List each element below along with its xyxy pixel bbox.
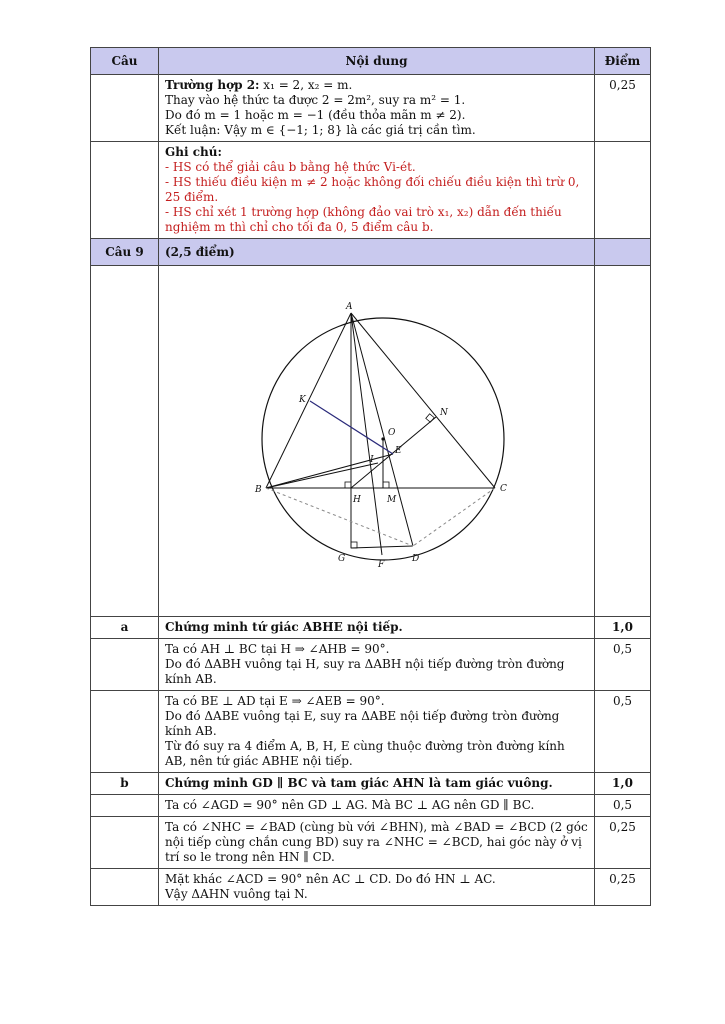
- case2-line-3: Kết luận: Vậy m ∈ {−1; 1; 8} là các giá trị cần tìm.: [165, 123, 476, 137]
- part-b-step-2-score: 0,25: [595, 817, 651, 869]
- part-b-title: Chứng minh GD ∥ BC và tam giác AHN là tam giác vuông.: [159, 773, 595, 795]
- note-content: [159, 142, 595, 239]
- part-a-title-row: [91, 617, 651, 639]
- note-row: [91, 142, 651, 239]
- q9-row: [91, 239, 651, 266]
- point-label-b: B: [255, 485, 262, 495]
- point-label-a: A: [346, 302, 353, 312]
- case2-line-1: Thay vào hệ thức ta được 2 = 2m², suy ra m² = 1.: [165, 93, 466, 107]
- geometry-figure: [165, 269, 601, 609]
- header-cau: Câu: [91, 48, 159, 75]
- part-b-step-2-content: [159, 817, 595, 869]
- case2-score: 0,25: [595, 75, 651, 142]
- header-noi-dung: Nội dung: [159, 48, 595, 75]
- right-angle-m: [383, 482, 389, 488]
- header-diem: Điểm: [595, 48, 651, 75]
- point-label-g: G: [338, 554, 346, 564]
- part-a-step-2-line-2: Do đó ΔABE vuông tại E, suy ra ΔABE nội tiếp đường tròn đường kính AB.: [165, 709, 560, 738]
- q9-label: Câu 9: [91, 239, 159, 266]
- part-b-step-1: [91, 795, 651, 817]
- part-b-step-3-line-2: Vậy ΔAHN vuông tại N.: [165, 887, 308, 901]
- part-b-step-3-line-1: Mặt khác ∠ACD = 90° nên AC ⊥ CD. Do đó HN ⊥ AC.: [165, 872, 496, 886]
- part-b-step-1-line-1: Ta có ∠AGD = 90° nên GD ⊥ AG. Mà BC ⊥ AG nên GD ∥ BC.: [165, 798, 535, 812]
- part-b-step-2: [91, 817, 651, 869]
- part-a-step-2-line-1: Ta có BE ⊥ AD tại E ⇒ ∠AEB = 90°.: [165, 694, 385, 708]
- segment-ad: [351, 313, 413, 546]
- part-a-step-1-line-1: Ta có AH ⊥ BC tại H ⇒ ∠AHB = 90°.: [165, 642, 390, 656]
- point-label-k: K: [299, 395, 306, 405]
- part-b-step-2-line-1: Ta có ∠NHC = ∠BAD (cùng bù với ∠BHN), mà ∠BAD = ∠BCD (2 góc nội tiếp cùng chắn cung BD) suy ra ∠NHC = ∠BCD, hai góc này ở vị trí so le trong nên HN ∥ CD.: [165, 820, 588, 864]
- point-label-h: H: [353, 495, 361, 505]
- segment-af: [351, 313, 382, 555]
- note-line-1: - HS có thể giải câu b bằng hệ thức Vi-ét.: [165, 160, 416, 174]
- figure-row: [91, 266, 651, 617]
- right-angle-g: [351, 542, 357, 548]
- point-o-dot: [381, 437, 384, 440]
- case2-content: [159, 75, 595, 142]
- point-label-e: E: [395, 446, 402, 456]
- part-a-label: a: [91, 617, 159, 639]
- segment-gd: [351, 546, 413, 548]
- part-b-step-3-content: [159, 869, 595, 906]
- part-a-title: Chứng minh tứ giác ABHE nội tiếp.: [159, 617, 595, 639]
- point-label-f: F: [378, 560, 385, 570]
- part-b-step-3-score: 0,25: [595, 869, 651, 906]
- case2-line-2: Do đó m = 1 hoặc m = −1 (đều thỏa mãn m ≠ 2).: [165, 108, 466, 122]
- part-b-title-row: [91, 773, 651, 795]
- point-label-m: M: [387, 495, 397, 505]
- segment-ab: [266, 313, 351, 488]
- part-a-step-1: [91, 639, 651, 691]
- part-a-step-2-score: 0,5: [595, 691, 651, 773]
- part-a-step-2-content: [159, 691, 595, 773]
- part-b-label: b: [91, 773, 159, 795]
- point-label-n: N: [440, 408, 448, 418]
- part-a-step-1-line-2: Do đó ΔABH vuông tại H, suy ra ΔABH nội tiếp đường tròn đường kính AB.: [165, 657, 565, 686]
- note-line-2: - HS thiếu điều kiện m ≠ 2 hoặc không đối chiếu điều kiện thì trừ 0, 25 điểm.: [165, 175, 580, 204]
- figure-cell: [159, 266, 595, 617]
- point-label-o: O: [388, 428, 396, 438]
- part-b-step-3: [91, 869, 651, 906]
- part-b-step-1-content: [159, 795, 595, 817]
- point-label-i: I: [370, 455, 374, 465]
- part-b-step-1-score: 0,5: [595, 795, 651, 817]
- grading-table: [90, 47, 651, 906]
- part-a-step-1-content: [159, 639, 595, 691]
- right-angle-h: [345, 482, 351, 488]
- part-a-score: 1,0: [595, 617, 651, 639]
- case2-title: Trường hợp 2:: [165, 78, 260, 92]
- right-angle-n: [426, 414, 434, 422]
- note-line-3: - HS chỉ xét 1 trường hợp (không đảo vai trò x₁, x₂) dẫn đến thiếu nghiệm m thì chỉ cho tối đa 0, 5 điểm câu b.: [165, 205, 562, 234]
- part-a-step-1-score: 0,5: [595, 639, 651, 691]
- case2-title-math: x₁ = 2, x₂ = m.: [259, 78, 353, 92]
- segment-be: [266, 454, 393, 488]
- part-a-step-2-line-3: Từ đó suy ra 4 điểm A, B, H, E cùng thuộc đường tròn đường kính AB, nên tứ giác ABHE nội tiếp.: [165, 739, 565, 768]
- point-label-c: C: [500, 484, 507, 494]
- case2-row: [91, 75, 651, 142]
- segment-bi: [266, 463, 378, 488]
- part-b-score: 1,0: [595, 773, 651, 795]
- point-label-d: D: [412, 554, 420, 564]
- note-title: Ghi chú:: [165, 145, 222, 159]
- part-a-step-2: [91, 691, 651, 773]
- table-header-row: [91, 48, 651, 75]
- q9-points: (2,5 điểm): [159, 239, 595, 266]
